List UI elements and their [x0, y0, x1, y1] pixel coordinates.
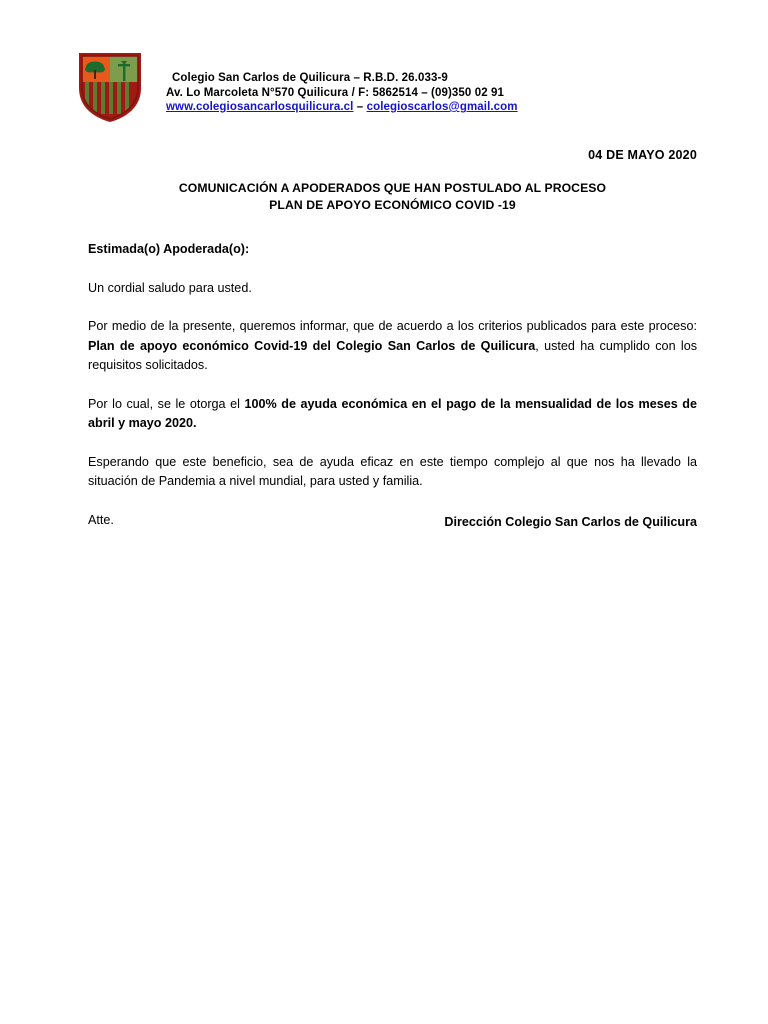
document-date: 04 DE MAYO 2020	[588, 148, 697, 162]
paragraph-benefit	[88, 395, 697, 434]
title-line-1: COMUNICACIÓN A APODERADOS QUE HAN POSTULADO AL PROCESO	[178, 181, 607, 195]
signature-line: Dirección Colegio San Carlos de Quilicura	[444, 515, 697, 529]
paragraph-hope: Esperando que este beneficio, sea de ayuda eficaz en este tiempo complejo al que nos ha llevado la situación de Pandemia a nivel mundial, para usted y familia.	[88, 454, 697, 488]
website-link[interactable]: www.colegiosancarlosquilicura.cl	[166, 101, 354, 113]
paragraph-benefit-part1: Por lo cual, se le otorga el	[88, 396, 245, 411]
title-line-2: PLAN DE APOYO ECONÓMICO COVID -19	[269, 198, 516, 212]
letterhead	[78, 52, 518, 122]
salutation: Estimada(o) Apoderada(o):	[88, 242, 250, 256]
school-links-line	[166, 100, 518, 115]
document-title	[88, 180, 697, 214]
school-shield-crest-icon	[78, 52, 142, 122]
school-name-line: Colegio San Carlos de Quilicura – R.B.D. 26.033-9	[172, 72, 448, 84]
paragraph-criteria-part2: , usted ha cumplido con los requisitos solicitados.	[88, 338, 697, 372]
paragraph-benefit-bold: 100% de ayuda económica en el pago de la mensualidad de los meses de abril y mayo 2020.	[88, 396, 698, 430]
link-separator: –	[353, 101, 367, 113]
email-link[interactable]: colegioscarlos@gmail.com	[366, 101, 518, 113]
greeting-paragraph: Un cordial saludo para usted.	[88, 280, 252, 295]
letterhead-contact-block	[166, 52, 518, 115]
document-body	[88, 240, 697, 530]
paragraph-criteria-bold: Plan de apoyo económico Covid-19 del Colegio San Carlos de Quilicura	[88, 338, 536, 353]
paragraph-criteria	[88, 317, 697, 376]
paragraph-criteria-part1: Por medio de la presente, queremos informar, que de acuerdo a los criterios publicados para este proceso:	[88, 319, 697, 333]
school-address-line: Av. Lo Marcoleta N°570 Quilicura / F: 5862514 – (09)350 02 91	[166, 86, 504, 99]
closing-line: Atte.	[88, 512, 114, 527]
